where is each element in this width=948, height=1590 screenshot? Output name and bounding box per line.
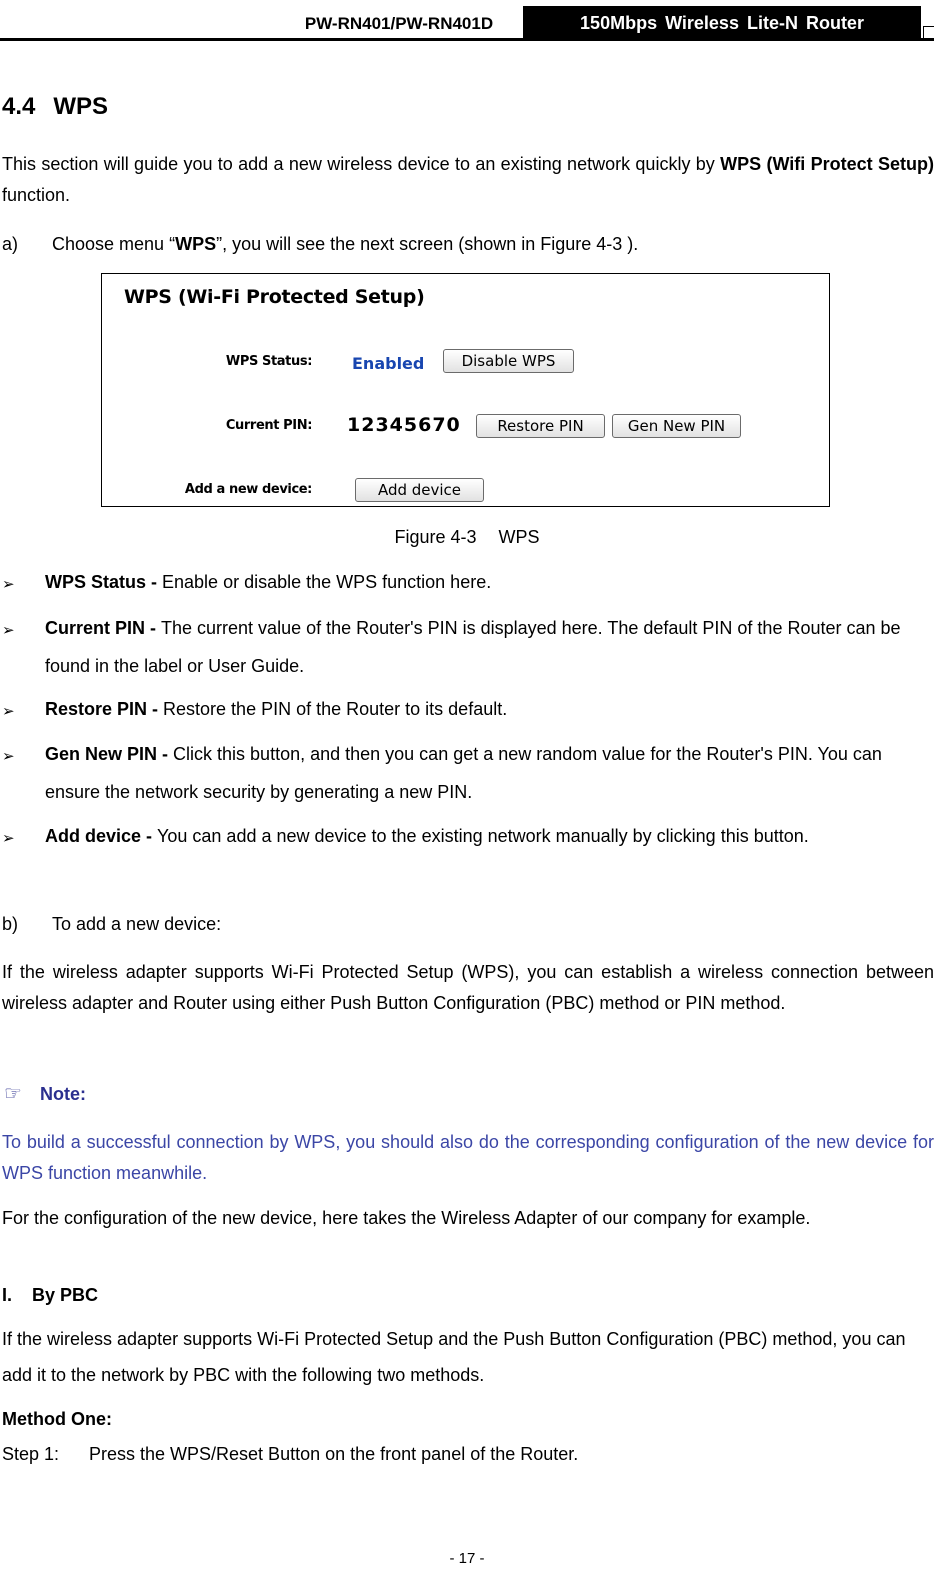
current-pin-value: 12345670 — [347, 414, 461, 436]
caption-name: WPS — [498, 527, 540, 547]
bullet-term: Restore PIN - — [45, 699, 164, 719]
paragraph-pbc: If the wireless adapter supports Wi-Fi Protected Setup and the Push Button Configuration (PBC) method, you can add it to the network by PBC with the following two methods. — [2, 1329, 906, 1385]
add-device-label: Add a new device: — [184, 482, 312, 497]
step-b-text: To add a new device: — [52, 914, 222, 934]
figure-caption — [0, 527, 934, 548]
header-model: PW-RN401/PW-RN401D — [304, 14, 494, 33]
bullet-desc: Click this button, and then you can get a new random value for the Router's PIN. You can ensure the network security by generating a new PIN. — [45, 744, 882, 802]
header-product: 150Mbps Wireless Lite-N Router — [523, 6, 921, 38]
wps-status-value: Enabled — [352, 354, 425, 373]
bullet-desc: Restore the PIN of the Router to its default. — [163, 699, 508, 719]
step-a-bold: WPS — [175, 234, 217, 254]
bullet-term: Gen New PIN - — [45, 744, 174, 764]
step-a-post: ”, you will see the next screen (shown in Figure 4-3 ). — [216, 234, 639, 254]
gen-new-pin-button[interactable]: Gen New PIN — [612, 414, 741, 438]
header-rule — [0, 38, 934, 41]
step-a-pre: Choose menu “ — [52, 234, 176, 254]
bullet-term: Add device - — [45, 826, 158, 846]
bullet-desc: You can add a new device to the existing network manually by clicking this button. — [157, 826, 809, 846]
section-title — [2, 93, 108, 121]
step-a-label: a) — [2, 234, 19, 254]
note-text: To build a successful connection by WPS, you should also do the corresponding configuration of the new device for WPS function meanwhile. — [2, 1132, 934, 1183]
sub-heading-title: By PBC — [32, 1285, 99, 1305]
note-heading — [4, 1081, 86, 1106]
bullet-current-pin — [45, 609, 925, 685]
bullet-arrow-icon: ➢ — [2, 622, 15, 639]
add-device-button[interactable]: Add device — [355, 478, 484, 502]
wps-status-label: WPS Status: — [225, 354, 312, 369]
pointing-hand-icon: ☞ — [4, 1083, 22, 1105]
disable-wps-button[interactable]: Disable WPS — [443, 349, 574, 373]
intro-bold: WPS (Wifi Protect Setup) — [720, 154, 934, 174]
step-1-label: Step 1: — [2, 1444, 60, 1464]
sub-heading — [2, 1285, 98, 1306]
bullet-restore-pin — [45, 690, 925, 728]
bullet-arrow-icon: ➢ — [2, 703, 15, 720]
bullet-arrow-icon: ➢ — [2, 576, 15, 593]
bullet-term: Current PIN - — [45, 618, 162, 638]
bullet-term: WPS Status - — [45, 572, 163, 592]
bullet-arrow-icon: ➢ — [2, 830, 15, 847]
sub-heading-number: I. — [2, 1285, 13, 1305]
caption-number: Figure 4-3 — [394, 527, 477, 547]
section-number: 4.4 — [2, 93, 36, 120]
bullet-arrow-icon: ➢ — [2, 748, 15, 765]
bullet-gen-new-pin — [45, 735, 925, 811]
bullet-wps-status — [45, 563, 925, 601]
method-heading: Method One: — [2, 1409, 112, 1429]
bullet-desc: Enable or disable the WPS function here. — [162, 572, 492, 592]
section-name: WPS — [53, 93, 109, 120]
page-number: - 17 - — [449, 1550, 485, 1567]
note-label: Note: — [39, 1084, 86, 1104]
figure-title: WPS (Wi-Fi Protected Setup) — [124, 286, 425, 308]
step-b-label: b) — [2, 914, 19, 934]
step-1-text: Press the WPS/Reset Button on the front panel of the Router. — [89, 1444, 579, 1464]
bullet-desc: The current value of the Router's PIN is displayed here. The default PIN of the Router can be found in the label or User Guide. — [45, 618, 901, 676]
intro-suffix: function. — [2, 185, 71, 205]
wps-figure — [101, 273, 830, 507]
bullet-add-device — [45, 817, 925, 855]
intro-paragraph — [2, 149, 934, 211]
intro-text: This section will guide you to add a new wireless device to an existing network quickly by — [2, 154, 721, 174]
paragraph-wps-methods: If the wireless adapter supports Wi-Fi Protected Setup (WPS), you can establish a wireless connection between wireless adapter and Router using either Push Button Configuration (PBC) method or PIN method. — [2, 962, 934, 1013]
step-a-text — [52, 234, 638, 255]
restore-pin-button[interactable]: Restore PIN — [476, 414, 605, 438]
paragraph-config-example: For the configuration of the new device, here takes the Wireless Adapter of our company for example. — [2, 1208, 811, 1228]
current-pin-label: Current PIN: — [225, 418, 312, 433]
